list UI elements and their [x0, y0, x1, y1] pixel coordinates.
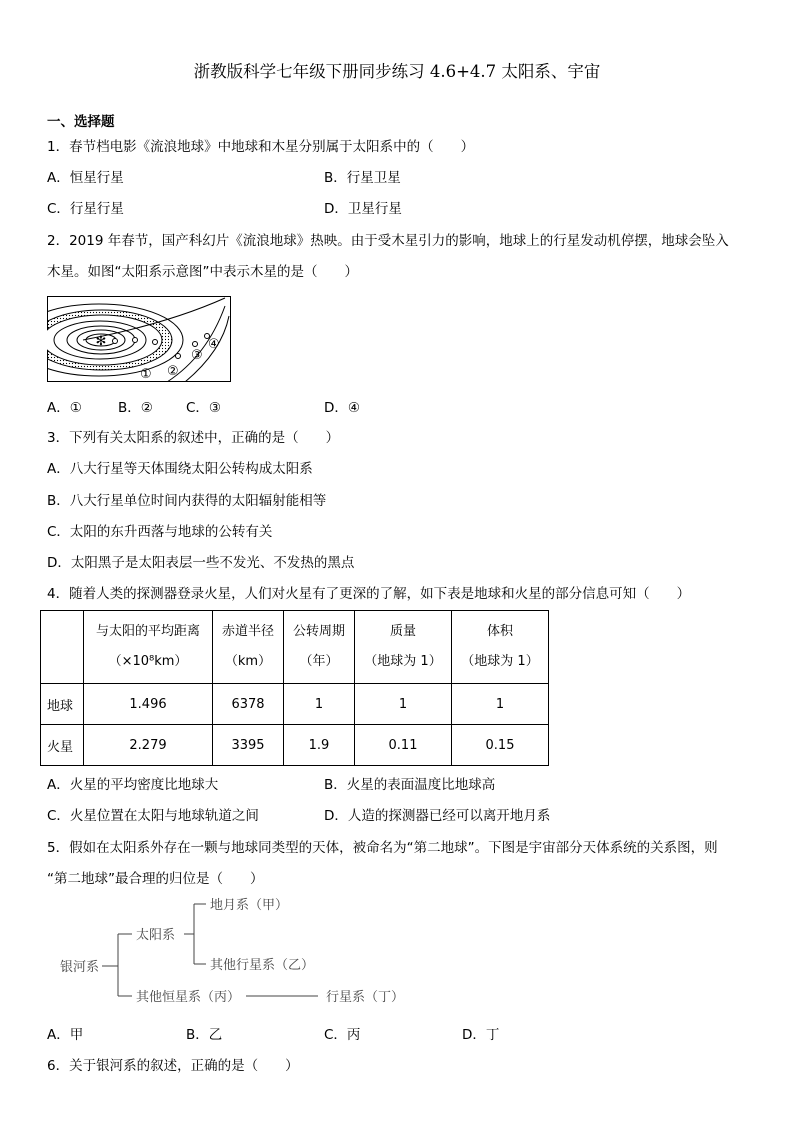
- table-cell: 0.11: [355, 725, 452, 766]
- table-header-cell: 与太阳的平均距离 （×10⁸km）: [84, 611, 213, 684]
- other-planetary-systems-node: 其他行星系（乙）: [210, 958, 315, 973]
- table-cell: 3395: [213, 725, 284, 766]
- table-header-cell: 体积 （地球为 1）: [452, 611, 549, 684]
- table-header-cell: 赤道半径 （km）: [213, 611, 284, 684]
- question-5-option-d: D．丁: [462, 1027, 500, 1043]
- table-cell: 1.9: [284, 725, 355, 766]
- table-row: [41, 725, 549, 766]
- question-3-option-b: B．八大行星单位时间内获得的太阳辐射能相等: [47, 493, 327, 509]
- question-2-option-d: D．④: [324, 400, 360, 416]
- question-6-stem: 6．关于银河系的叙述，正确的是（ ）: [47, 1058, 299, 1074]
- question-5-option-b: B．乙: [186, 1027, 223, 1043]
- question-3-option-a: A．八大行星等天体围绕太阳公转构成太阳系: [47, 461, 313, 477]
- question-3-option-c: C．太阳的东升西落与地球的公转有关: [47, 524, 273, 540]
- table-cell: 1: [452, 684, 549, 725]
- table-cell: 6378: [213, 684, 284, 725]
- question-5-option-a: A．甲: [47, 1027, 84, 1043]
- question-4-stem: 4．随着人类的探测器登录火星，人们对火星有了更深的了解，如下表是地球和火星的部分信息可知（ ）: [47, 586, 691, 602]
- question-2-option-c: C．③: [186, 400, 222, 416]
- table-cell: 1: [284, 684, 355, 725]
- question-1-option-a: A．恒星行星: [47, 170, 124, 186]
- table-cell: 1.496: [84, 684, 213, 725]
- question-4-option-c: C．火星位置在太阳与地球轨道之间: [47, 808, 259, 824]
- section-heading: 一、选择题: [47, 114, 115, 130]
- question-1-stem: 1．春节档电影《流浪地球》中地球和木星分别属于太阳系中的（ ）: [47, 139, 475, 155]
- table-corner-cell: [41, 611, 84, 684]
- question-1-option-b: B．行星卫星: [324, 170, 401, 186]
- question-2-option-a: A．①: [47, 400, 82, 416]
- question-3-stem: 3．下列有关太阳系的叙述中，正确的是（ ）: [47, 430, 340, 446]
- other-stellar-systems-node: 其他恒星系（丙）: [136, 990, 241, 1005]
- question-2-stem-line2: 木星。如图“太阳系示意图”中表示木星的是（ ）: [47, 264, 358, 280]
- page-title: 浙教版科学七年级下册同步练习 4.6+4.7 太阳系、宇宙: [193, 62, 601, 81]
- table-row: [41, 684, 549, 725]
- solar-system-diagram: [47, 296, 231, 382]
- table-cell: 2.279: [84, 725, 213, 766]
- question-5-stem-line1: 5．假如在太阳系外存在一颗与地球同类型的天体，被命名为“第二地球”。下图是宇宙部分天体系统的关系图，则: [47, 840, 718, 856]
- table-row-header: 火星: [41, 725, 84, 766]
- question-1-option-c: C．行星行星: [47, 201, 124, 217]
- question-4-option-d: D．人造的探测器已经可以离开地月系: [324, 808, 551, 824]
- question-2-stem-line1: 2．2019 年春节，国产科幻片《流浪地球》热映。由于受木星引力的影响，地球上的行星发动机停摆，地球会坠入: [47, 233, 729, 249]
- figure-label-4: ④: [208, 337, 220, 352]
- table-header-row: [41, 611, 549, 684]
- table-cell: 1: [355, 684, 452, 725]
- question-5-stem-line2: “第二地球”最合理的归位是（ ）: [47, 871, 264, 887]
- galaxy-node: 银河系: [60, 960, 100, 975]
- sun-icon: ✻: [95, 334, 107, 349]
- question-2-option-b: B．②: [118, 400, 153, 416]
- figure-label-1: ①: [140, 367, 152, 382]
- earth-mars-table: [40, 610, 549, 766]
- celestial-systems-diagram: [56, 890, 436, 1010]
- earth-moon-system-node: 地月系（甲）: [210, 898, 289, 913]
- question-1-option-d: D．卫星行星: [324, 201, 402, 217]
- table-row-header: 地球: [41, 684, 84, 725]
- figure-label-3: ③: [191, 348, 203, 363]
- question-4-option-a: A．火星的平均密度比地球大: [47, 777, 219, 793]
- table-header-cell: 公转周期 （年）: [284, 611, 355, 684]
- table-cell: 0.15: [452, 725, 549, 766]
- question-5-option-c: C．丙: [324, 1027, 361, 1043]
- solar-system-node: 太阳系: [136, 928, 176, 943]
- table-header-cell: 质量 （地球为 1）: [355, 611, 452, 684]
- figure-label-2: ②: [167, 364, 179, 379]
- planetary-system-node: 行星系（丁）: [326, 990, 405, 1005]
- question-4-option-b: B．火星的表面温度比地球高: [324, 777, 496, 793]
- question-3-option-d: D．太阳黑子是太阳表层一些不发光、不发热的黑点: [47, 555, 355, 571]
